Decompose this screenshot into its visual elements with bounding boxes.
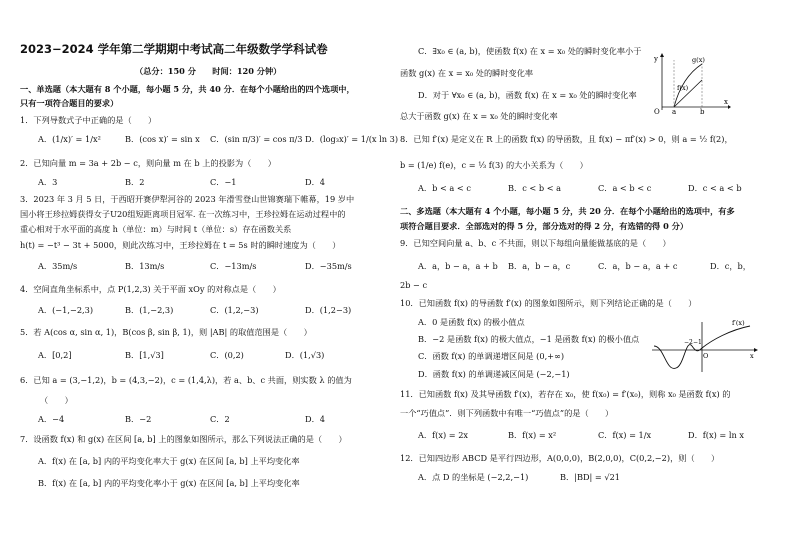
q6-option-b: B．−2	[125, 414, 152, 424]
q1-option-b: B．(cos x)′ = sin x	[125, 134, 200, 144]
q3-stem-line2: 国小将王珍拉姆获得女子U20组短距离项目冠军. 在一次练习中，王珍拉姆在运动过程中的	[20, 209, 346, 219]
q2-option-c: C．−1	[210, 177, 237, 187]
section-1-title: 一、单选题（本大题有 8 个小题，每小题 5 分，共 40 分．在每个小题给出的四个选项中，	[20, 84, 355, 94]
q6-option-c: C．2	[210, 414, 230, 424]
q11-option-a: A．f(x) = 2x	[418, 430, 469, 440]
q4-option-d: D．(1,2−3)	[305, 305, 352, 315]
q7-option-c: C．∃x₀ ∈ (a, b)，使函数 f(x) 在 x = x₀ 处的瞬时变化率小于	[418, 46, 642, 56]
fig7-x-label: x	[724, 98, 728, 106]
q11-option-d: D．f(x) = ln x	[688, 430, 744, 440]
q11-stem: 11．已知函数 f(x) 及其导函数 f′(x)，若存在 x₀，使 f(x₀) = f′(x₀)，则称 x₀ 是函数 f(x) 的	[400, 389, 731, 399]
q8-stem-cont: b = (1/e) f(e)，c = ⅓ f(3) 的大小关系为（ ）	[400, 160, 588, 170]
q9-stem: 9．已知空间向量 a、b、c 不共面，则以下每组向量能做基底的是（ ）	[400, 238, 671, 248]
q1-option-a: A．(1/x)′ = 1/x²	[38, 134, 101, 144]
fig10-tick-minus1: −1	[693, 339, 702, 346]
q2-stem: 2．已知向量 m = 3a + 2b − c，则向量 m 在 b 上的投影为（ ）	[20, 158, 276, 168]
q3-option-a: A．35m/s	[38, 261, 78, 271]
q5-option-a: A．[0,2]	[38, 350, 72, 360]
q6-option-d: D．4	[305, 414, 325, 424]
q9-option-d: D．c，b，	[710, 261, 751, 271]
fig7-g-label: g(x)	[692, 56, 705, 64]
q4-option-a: A．(−1,−2,3)	[38, 305, 94, 315]
fig7-f-label: f(x)	[677, 84, 689, 92]
q7-option-d-cont: 总大于函数 g(x) 在 x = x₀ 处的瞬时变化率	[400, 111, 558, 121]
q10-stem: 10．已知函数 f(x) 的导函数 f′(x) 的图象如图所示，则下列结论正确的是（ ）	[400, 298, 697, 308]
q7-option-b: B．f(x) 在 [a, b] 内的平均变化率小于 g(x) 在区间 [a, b] 上平均变化率	[38, 478, 300, 488]
q2-option-b: B．2	[125, 177, 145, 187]
section-2-title-cont: 项符合题目要求．全部选对的得 5 分，部分选对的得 2 分，有选错的得 0 分）	[400, 221, 689, 231]
fig7-origin: O	[654, 108, 660, 114]
section-2-title: 二、多选题（本大题有 4 个小题，每小题 5 分，共 20 分．在每个小题给出的选项中，有多	[400, 206, 735, 216]
q10-option-d: D．函数 f(x) 的单调递减区间是 (−2,−1)	[418, 369, 570, 379]
fig10-tick-minus2: −2	[684, 339, 693, 346]
fig10-f-prime-label: f′(x)	[732, 319, 745, 327]
section-1-title-cont: 只有一项符合题目的要求）	[20, 98, 119, 108]
q10-option-a: A．0 是函数 f(x) 的极小值点	[418, 317, 525, 327]
exam-title: 2023−2024 学年第二学期期中考试高二年级数学学科试卷	[20, 42, 328, 56]
exam-meta: （总分：150 分 时间：120 分钟）	[135, 66, 282, 76]
q8-option-b: B．c < b < a	[508, 183, 562, 193]
q7-function-graph	[652, 52, 732, 114]
q4-stem: 4．空间直角坐标系中，点 P(1,2,3) 关于平面 xOy 的对称点是（ ）	[20, 284, 281, 294]
fig10-origin: O	[703, 352, 709, 360]
q1-option-d: D．(log₃x)′ = 1/(x ln 3)	[305, 134, 399, 144]
q1-stem: 1．下列导数式子中正确的是（ ）	[20, 115, 157, 125]
q5-option-b: B．[1,√3]	[125, 350, 164, 360]
q6-option-a: A．−4	[38, 414, 65, 424]
q12-option-b: B．|BD| = √21	[560, 472, 621, 482]
fig7-b-label: b	[700, 108, 705, 114]
fig10-x-label: x	[750, 352, 754, 360]
q3-option-d: D．−35m/s	[305, 261, 352, 271]
q8-option-d: D．c < a < b	[688, 183, 742, 193]
q4-option-c: C．(1,2,−3)	[210, 305, 259, 315]
q7-option-d: D．对于 ∀x₀ ∈ (a, b)，函数 f(x) 在 x = x₀ 处的瞬时变化率	[418, 90, 637, 100]
q10-option-c: C．函数 f(x) 的单调递增区间是 (0,+∞)	[418, 351, 565, 361]
q10-option-b: B．−2 是函数 f(x) 的极大值点，−1 是函数 f(x) 的极小值点	[418, 334, 640, 344]
q6-stem: 6．已知 a = (3,−1,2)，b = (4,3,−2)，c = (1,4,λ)，若 a、b、c 共面，则实数 λ 的值为	[20, 375, 352, 385]
q5-option-c: C．(0,2)	[210, 350, 244, 360]
q11-stem-cont: 一个“巧值点”．则下列函数中有唯一“巧值点”的是（ ）	[400, 408, 614, 418]
q12-option-a: A．点 D 的坐标是 (−2,2,−1)	[418, 472, 529, 482]
q1-option-c: C．(sin π/3)′ = cos π/3	[210, 134, 303, 144]
q9-option-c: C．a，b − a，a + c	[598, 261, 678, 271]
q7-stem: 7．设函数 f(x) 和 g(x) 在区间 [a, b] 上的图象如图所示，那么下列说法正确的是（ ）	[20, 434, 347, 444]
q5-option-d: D．(1,√3)	[285, 350, 325, 360]
q2-option-a: A．3	[38, 177, 58, 187]
q7-option-a: A．f(x) 在 [a, b] 内的平均变化率大于 g(x) 在区间 [a, b] 上平均变化率	[38, 456, 300, 466]
q10-derivative-graph	[650, 316, 760, 376]
q2-option-d: D．4	[305, 177, 325, 187]
q12-stem: 12．已知四边形 ABCD 是平行四边形，A(0,0,0)，B(2,0,0)，C(0,2,−2)，则（ ）	[400, 453, 720, 463]
q8-option-a: A．b < a < c	[418, 183, 471, 193]
q6-paren: （ ）	[40, 395, 73, 405]
q8-option-c: C．a < b < c	[598, 183, 652, 193]
fig7-y-label: y	[654, 55, 658, 63]
q3-stem-line1: 3．2023 年 3 月 5 日，于西昭开赛伊犁河谷的 2023 年滑雪登山世锦赛瑞下帷幕，19 岁中	[20, 194, 355, 204]
q9-option-a: A．a，b − a，a + b	[418, 261, 498, 271]
q3-stem-line4: h(t) = −t³ − 3t + 5000，则此次练习中，王珍拉姆在 t = 5s 时的瞬时速度为（ ）	[20, 240, 341, 250]
q3-option-b: B．13m/s	[125, 261, 165, 271]
q4-option-b: B．(1,−2,3)	[125, 305, 174, 315]
q11-option-c: C．f(x) = 1/x	[598, 430, 652, 440]
q7-option-c-cont: 函数 g(x) 在 x = x₀ 处的瞬时变化率	[400, 68, 534, 78]
q3-stem-line3: 重心相对于水平面的高度 h（单位：m）与时间 t（单位：s）存在函数关系	[20, 224, 292, 234]
fig7-a-label: a	[672, 108, 677, 114]
q3-option-c: C．−13m/s	[210, 261, 257, 271]
q5-stem: 5．若 A(cos α, sin α, 1)，B(cos β, sin β, 1)，则 |AB| 的取值范围是（ ）	[20, 327, 312, 337]
q9-option-b: B．a，b − a，c	[508, 261, 571, 271]
q8-stem: 8．已知 f′(x) 是定义在 R 上的函数 f(x) 的导函数，且 f(x) − πf′(x) > 0，则 a = ½ f(2)，	[400, 134, 733, 144]
q11-option-b: B．f(x) = x²	[508, 430, 557, 440]
q9-option-d-cont: 2b − c	[400, 280, 428, 290]
